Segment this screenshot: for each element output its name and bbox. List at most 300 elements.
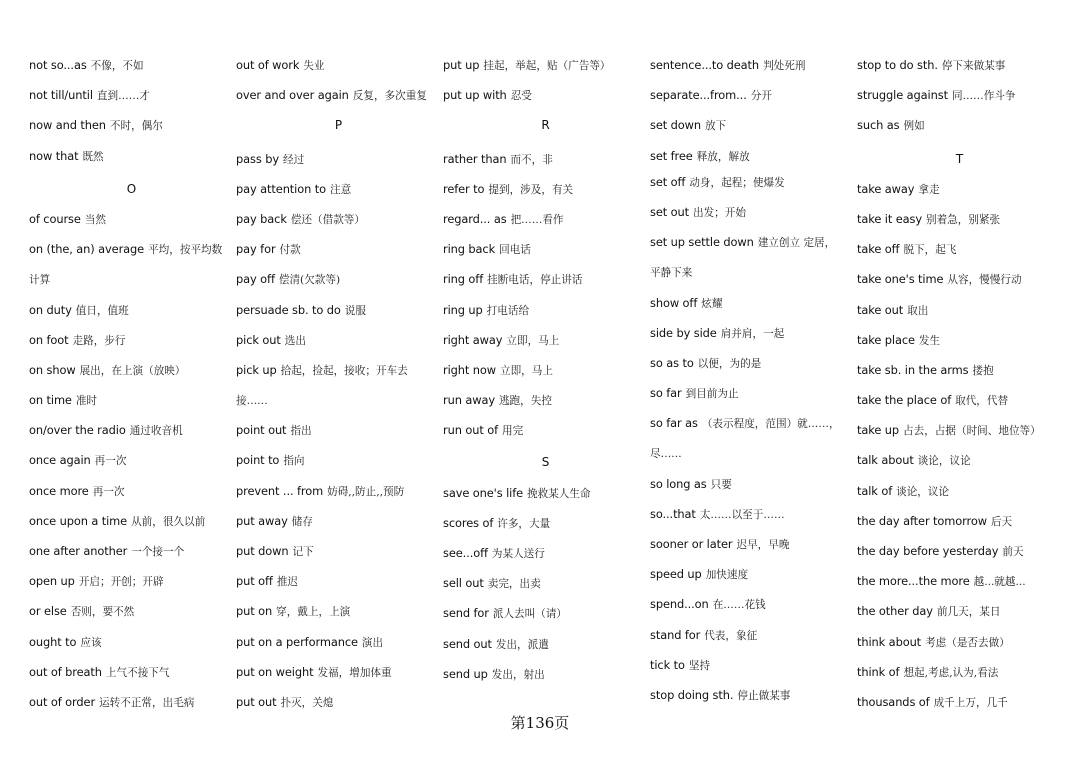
phrase-entry [650, 650, 855, 680]
chinese-meaning: 把……看作 [510, 213, 564, 226]
chinese-meaning: 取出 [907, 304, 929, 317]
english-phrase: pay attention to [236, 181, 326, 196]
english-phrase: put on weight [236, 664, 314, 679]
chinese-meaning: 坚持 [688, 659, 711, 672]
phrase-entry [236, 234, 441, 264]
english-phrase: on foot [29, 332, 69, 347]
phrase-entry [443, 355, 648, 385]
english-phrase: so...that [650, 506, 696, 521]
phrase-entry [29, 536, 234, 566]
column-3 [443, 50, 648, 684]
english-phrase: once upon a time [29, 513, 128, 528]
page-number: 第136页 [510, 714, 570, 732]
chinese-meaning: 失业 [303, 60, 325, 72]
english-phrase: on time [29, 393, 72, 408]
chinese-meaning: 回电话 [499, 244, 531, 257]
phrase-entry [443, 568, 648, 598]
english-phrase: put down [236, 544, 289, 558]
english-phrase: of course [29, 211, 81, 226]
phrase-entry [857, 295, 1062, 325]
phrase-entry [443, 50, 648, 80]
english-phrase: side by side [650, 325, 717, 340]
phrase-entry [650, 80, 855, 110]
column-1 [29, 50, 234, 714]
chinese-meaning: 出发；开始 [692, 206, 746, 219]
english-phrase: put off [236, 574, 273, 589]
phrase-entry [443, 415, 648, 445]
english-phrase: over and over again [236, 88, 349, 103]
chinese-meaning: 从容，慢慢行动 [947, 274, 1022, 287]
chinese-meaning: 当然 [84, 213, 106, 226]
english-phrase: point out [236, 423, 287, 438]
phrase-entry [650, 227, 855, 257]
chinese-meaning: 打电话给 [486, 304, 530, 317]
phrase-entry [29, 355, 234, 385]
phrase-entry [650, 110, 855, 140]
phrase-entry [443, 659, 648, 689]
chinese-meaning: 值日，值班 [75, 304, 129, 317]
chinese-meaning: 释放，解放 [696, 150, 750, 163]
chinese-meaning: 立即，马上 [506, 334, 560, 347]
phrase-entry [236, 355, 441, 385]
phrase-entry [236, 295, 441, 325]
english-phrase: ought to [29, 634, 77, 649]
chinese-meaning: 想起,考虑,认为,看法 [903, 666, 999, 679]
chinese-meaning: 平均，按平均数 [148, 244, 223, 257]
chinese-meaning: 占去，占据（时间、地位等） [903, 425, 1041, 438]
chinese-meaning: 代表，象征 [704, 629, 758, 642]
phrase-entry-continuation [236, 385, 441, 415]
chinese-meaning: 付款 [279, 244, 301, 257]
english-phrase: sooner or later [650, 537, 733, 551]
phrase-entry [443, 204, 648, 234]
chinese-meaning: 建立创立 定居， [757, 237, 836, 250]
english-phrase: put up [443, 58, 480, 72]
phrase-entry [443, 295, 648, 325]
column-2 [236, 50, 441, 714]
phrase-entry [29, 325, 234, 355]
english-phrase: sentence...to death [650, 58, 760, 72]
phrase-entry [236, 415, 441, 445]
english-phrase: pick out [236, 332, 281, 347]
chinese-meaning: 用完 [502, 425, 524, 438]
phrase-entry [29, 445, 234, 475]
english-phrase: out of work [236, 58, 300, 72]
english-phrase: sell out [443, 576, 484, 591]
english-phrase: out of breath [29, 664, 102, 679]
phrase-entry [236, 657, 441, 687]
chinese-meaning: 挂断电话，停止讲话 [487, 274, 583, 287]
chinese-meaning: 挂起，举起，贴（广告等） [483, 60, 611, 72]
english-phrase: so as to [650, 355, 694, 370]
english-phrase: open up [29, 574, 75, 589]
english-phrase: so long as [650, 476, 707, 491]
phrase-entry [650, 589, 855, 619]
english-phrase: not so...as [29, 58, 87, 72]
english-phrase: such as [857, 118, 900, 133]
english-phrase: run away [443, 393, 495, 408]
chinese-meaning: 派人去叫（请） [492, 608, 568, 621]
chinese-meaning: 许多，大量 [497, 517, 551, 530]
phrase-entry [443, 80, 648, 110]
english-phrase: take it easy [857, 211, 922, 226]
phrase-entry [236, 596, 441, 626]
chinese-meaning: 以便，为的是 [697, 357, 762, 370]
section-letter-heading: S [541, 455, 550, 470]
chinese-meaning: 迟早，早晚 [736, 539, 790, 551]
english-phrase: persuade sb. to do [236, 302, 341, 317]
english-phrase: stop to do sth. [857, 58, 938, 72]
phrase-entry [443, 538, 648, 568]
english-phrase: put on [236, 604, 273, 619]
phrase-entry [443, 629, 648, 659]
chinese-meaning: 不像，不如 [90, 60, 144, 72]
chinese-meaning: 放下 [704, 120, 727, 133]
chinese-meaning: 从前，很久以前 [131, 515, 206, 528]
english-phrase: tick to [650, 657, 685, 672]
phrase-entry [29, 596, 234, 626]
phrase-entry [29, 141, 234, 171]
english-phrase: put out [236, 694, 277, 709]
chinese-meaning: 提到，涉及，有关 [488, 183, 574, 196]
phrase-entry [29, 50, 234, 80]
phrase-entry [236, 536, 441, 566]
chinese-meaning: 逃跑，失控 [498, 395, 552, 408]
chinese-meaning: 太……以至于…… [699, 508, 785, 521]
chinese-meaning: 谈论，议论 [917, 455, 971, 468]
phrase-entry [857, 566, 1062, 596]
phrase-entry [236, 80, 441, 110]
english-phrase: take up [857, 423, 900, 438]
english-phrase: one after another [29, 544, 128, 558]
english-phrase: rather than [443, 151, 507, 166]
phrase-entry [857, 476, 1062, 506]
english-phrase: pass by [236, 151, 279, 166]
chinese-meaning: 在……花钱 [712, 599, 766, 612]
english-phrase: save one's life [443, 485, 524, 500]
phrase-entry [650, 50, 855, 80]
english-phrase: put on a performance [236, 634, 358, 649]
phrase-entry [236, 566, 441, 596]
phrase-entry [443, 598, 648, 628]
section-letter-heading: R [541, 118, 550, 133]
phrase-entry [29, 234, 234, 264]
english-phrase: see...off [443, 546, 488, 560]
chinese-meaning: 而不，非 [510, 153, 553, 166]
english-phrase: out of order [29, 694, 96, 709]
english-phrase: set down [650, 118, 701, 133]
chinese-meaning: 只要 [710, 478, 732, 491]
english-phrase: take place [857, 332, 915, 347]
phrase-entry [443, 264, 648, 294]
english-phrase: prevent ... from [236, 483, 324, 498]
english-phrase: run out of [443, 423, 498, 438]
chinese-meaning: 指向 [283, 455, 305, 468]
phrase-entry [857, 385, 1062, 415]
english-phrase: spend...on [650, 597, 709, 612]
chinese-meaning: 一个接一个 [131, 546, 185, 558]
chinese-meaning: 别着急，别紧张 [925, 213, 1001, 226]
chinese-meaning: 再一次 [94, 455, 127, 468]
phrase-entry [857, 596, 1062, 626]
phrase-entry-continuation [650, 438, 855, 468]
chinese-meaning: 选出 [284, 334, 306, 347]
phrase-entry [650, 288, 855, 318]
english-phrase: put away [236, 513, 288, 528]
phrase-entry-continuation [29, 264, 234, 294]
phrase-entry [650, 680, 855, 710]
phrase-entry [29, 627, 234, 657]
chinese-meaning: 上气不接下气 [105, 666, 170, 679]
phrase-entry [236, 144, 441, 174]
phrase-entry [650, 378, 855, 408]
english-phrase: the day after tomorrow [857, 513, 987, 528]
chinese-meaning: 拿走 [918, 183, 940, 196]
chinese-meaning: 越...就越... [973, 576, 1026, 589]
chinese-meaning: 指出 [290, 425, 312, 438]
phrase-entry [29, 110, 234, 140]
english-phrase: right away [443, 332, 503, 347]
phrase-entry [857, 234, 1062, 264]
chinese-meaning: 运转不正常，出毛病 [99, 696, 195, 709]
phrase-entry [29, 295, 234, 325]
english-phrase: set free [650, 148, 693, 163]
chinese-meaning: 发生 [918, 334, 941, 347]
english-phrase: refer to [443, 181, 485, 196]
english-phrase: thousands of [857, 694, 930, 709]
phrase-entry [29, 506, 234, 536]
english-phrase: set up settle down [650, 235, 754, 250]
chinese-meaning: 记下 [292, 546, 314, 558]
chinese-meaning: 通过收音机 [129, 425, 183, 438]
english-phrase: on/over the radio [29, 423, 126, 438]
english-phrase: pay back [236, 211, 287, 226]
english-phrase: speed up [650, 567, 702, 582]
english-phrase: once again [29, 453, 91, 468]
english-phrase: now and then [29, 118, 106, 133]
section-letter-heading: P [334, 118, 343, 133]
english-phrase: set off [650, 174, 686, 189]
phrase-entry [857, 536, 1062, 566]
phrase-entry [650, 348, 855, 378]
chinese-meaning: 发出，派遣 [495, 638, 549, 651]
english-phrase: now that [29, 148, 79, 163]
chinese-meaning: 直到……才 [96, 90, 150, 103]
chinese-meaning: 加快速度 [705, 569, 749, 582]
chinese-meaning: 肩并肩，一起 [720, 327, 785, 340]
english-phrase: send for [443, 606, 489, 621]
phrase-entry [857, 204, 1062, 234]
chinese-meaning: 经过 [282, 153, 305, 166]
phrase-entry [29, 657, 234, 687]
phrase-entry [857, 325, 1062, 355]
english-phrase: so far [650, 386, 682, 401]
chinese-meaning: 前天 [1002, 546, 1024, 558]
english-phrase: or else [29, 604, 67, 619]
chinese-meaning: 炫耀 [701, 297, 723, 310]
english-phrase: the day before yesterday [857, 544, 999, 558]
phrase-entry [236, 445, 441, 475]
phrase-entry [443, 174, 648, 204]
phrase-entry [650, 408, 855, 438]
english-phrase: show off [650, 295, 698, 310]
chinese-meaning: 扑灭，关熄 [280, 696, 334, 709]
chinese-meaning: 既然 [82, 150, 104, 163]
english-phrase: take sb. in the arms [857, 362, 969, 377]
english-phrase: take one's time [857, 272, 944, 287]
chinese-meaning: 演出 [361, 636, 384, 649]
chinese-meaning: 偿还（借款等） [290, 213, 365, 226]
chinese-meaning: 谈论，议论 [896, 485, 950, 498]
chinese-meaning: 否则，要不然 [70, 606, 135, 619]
english-phrase: on (the, an) average [29, 242, 145, 257]
english-phrase: put up with [443, 88, 507, 103]
chinese-meaning: 推迟 [276, 576, 299, 589]
chinese-meaning: 拾起，捡起，接收；开车去 [280, 364, 408, 377]
chinese-meaning: 不时，偶尔 [109, 120, 163, 133]
english-phrase: stop doing sth. [650, 687, 734, 702]
phrase-entry [443, 385, 648, 415]
chinese-meaning: 说服 [344, 304, 366, 317]
chinese-meaning: 接…… [236, 395, 268, 408]
phrase-entry [650, 318, 855, 348]
english-phrase: struggle against [857, 88, 948, 103]
section-letter-heading: T [955, 151, 964, 166]
phrase-entry [650, 469, 855, 499]
chinese-meaning: 搂抱 [972, 364, 994, 377]
english-phrase: separate...from... [650, 88, 747, 103]
chinese-meaning: 注意 [330, 183, 352, 196]
english-phrase: take away [857, 181, 915, 196]
chinese-meaning: 到目前为止 [685, 388, 739, 401]
english-phrase: talk about [857, 453, 914, 468]
phrase-entry-continuation [650, 257, 855, 287]
english-phrase: right now [443, 362, 496, 377]
phrase-entry [236, 476, 441, 506]
chinese-meaning: 应该 [80, 636, 102, 649]
phrase-entry [236, 50, 441, 80]
phrase-entry [857, 657, 1062, 687]
phrase-entry [236, 325, 441, 355]
chinese-meaning: 储存 [291, 515, 313, 528]
phrase-entry [857, 355, 1062, 385]
phrase-entry [29, 566, 234, 596]
phrase-entry [650, 529, 855, 559]
english-phrase: think of [857, 664, 900, 679]
english-phrase: set out [650, 204, 689, 219]
phrase-entry [29, 385, 234, 415]
phrase-entry [236, 627, 441, 657]
chinese-meaning: 忍受 [510, 90, 532, 103]
phrase-entry [857, 264, 1062, 294]
chinese-meaning: 发出，射出 [491, 668, 545, 681]
english-phrase: think about [857, 634, 922, 649]
phrase-entry [29, 415, 234, 445]
chinese-meaning: 卖完，出卖 [487, 578, 541, 591]
chinese-meaning: 挽救某人生命 [527, 487, 591, 500]
english-phrase: pay off [236, 272, 275, 287]
phrase-entry [650, 620, 855, 650]
chinese-meaning: 分开 [750, 90, 772, 103]
chinese-meaning: 前几天，某日 [936, 606, 1001, 619]
chinese-meaning: 穿，戴上，上演 [276, 606, 351, 619]
chinese-meaning: 尽…… [650, 448, 682, 461]
chinese-meaning: 反复，多次重复 [352, 90, 427, 103]
chinese-meaning: 展出，在上演（放映） [79, 364, 186, 377]
english-phrase: take out [857, 302, 904, 317]
phrase-entry [443, 144, 648, 174]
phrase-entry [857, 50, 1062, 80]
phrase-entry [650, 197, 855, 227]
phrase-entry [443, 234, 648, 264]
chinese-meaning: 考虑（是否去做） [925, 636, 1010, 649]
chinese-meaning: 停止做某事 [737, 689, 791, 702]
english-phrase: not till/until [29, 88, 93, 103]
column-5 [857, 50, 1062, 714]
chinese-meaning: （表示程度，范围）就……， [701, 418, 840, 431]
phrase-entry [857, 506, 1062, 536]
chinese-meaning: 例如 [903, 120, 925, 133]
chinese-meaning: 计算 [29, 274, 51, 287]
english-phrase: send up [443, 666, 488, 681]
chinese-meaning: 立即，马上 [500, 364, 553, 377]
chinese-meaning: 发福，增加体重 [317, 666, 392, 679]
phrase-entry [857, 415, 1062, 445]
phrase-entry [236, 506, 441, 536]
phrase-entry [443, 508, 648, 538]
chinese-meaning: 平静下来 [650, 267, 693, 280]
chinese-meaning: 偿清(欠款等) [278, 274, 341, 287]
english-phrase: ring up [443, 302, 483, 317]
english-phrase: ring back [443, 242, 496, 257]
chinese-meaning: 脱下，起飞 [903, 244, 957, 257]
english-phrase: on duty [29, 302, 72, 317]
phrase-entry [236, 174, 441, 204]
chinese-meaning: 动身，起程；使爆发 [689, 176, 785, 189]
chinese-meaning: 成千上万，几千 [933, 696, 1008, 709]
english-phrase: take off [857, 242, 900, 257]
column-4 [650, 50, 855, 714]
chinese-meaning: 开启；开创；开辟 [78, 576, 164, 589]
chinese-meaning: 准时 [75, 395, 98, 408]
chinese-meaning: 同……作斗争 [951, 90, 1016, 103]
phrase-entry [857, 174, 1062, 204]
chinese-meaning: 走路，步行 [72, 334, 126, 347]
english-phrase: ring off [443, 272, 484, 287]
english-phrase: regard... as [443, 211, 507, 226]
phrase-entry [650, 167, 855, 197]
phrase-entry [857, 110, 1062, 140]
english-phrase: point to [236, 453, 280, 468]
english-phrase: the more...the more [857, 574, 970, 589]
phrase-entry [29, 80, 234, 110]
english-phrase: pick up [236, 362, 277, 377]
english-phrase: on show [29, 362, 76, 377]
phrase-entry [857, 627, 1062, 657]
chinese-meaning: 判处死刑 [763, 60, 806, 72]
chinese-meaning: 取代，代替 [955, 395, 1009, 408]
chinese-meaning: 为某人送行 [491, 548, 545, 560]
english-phrase: once more [29, 483, 89, 498]
english-phrase: so far as [650, 416, 698, 431]
chinese-meaning: 后天 [990, 515, 1013, 528]
phrase-entry [650, 499, 855, 529]
english-phrase: scores of [443, 515, 494, 530]
chinese-meaning: 妨碍,,防止,,预防 [327, 485, 405, 498]
phrase-entry [29, 204, 234, 234]
phrase-entry [857, 445, 1062, 475]
phrase-entry [236, 204, 441, 234]
